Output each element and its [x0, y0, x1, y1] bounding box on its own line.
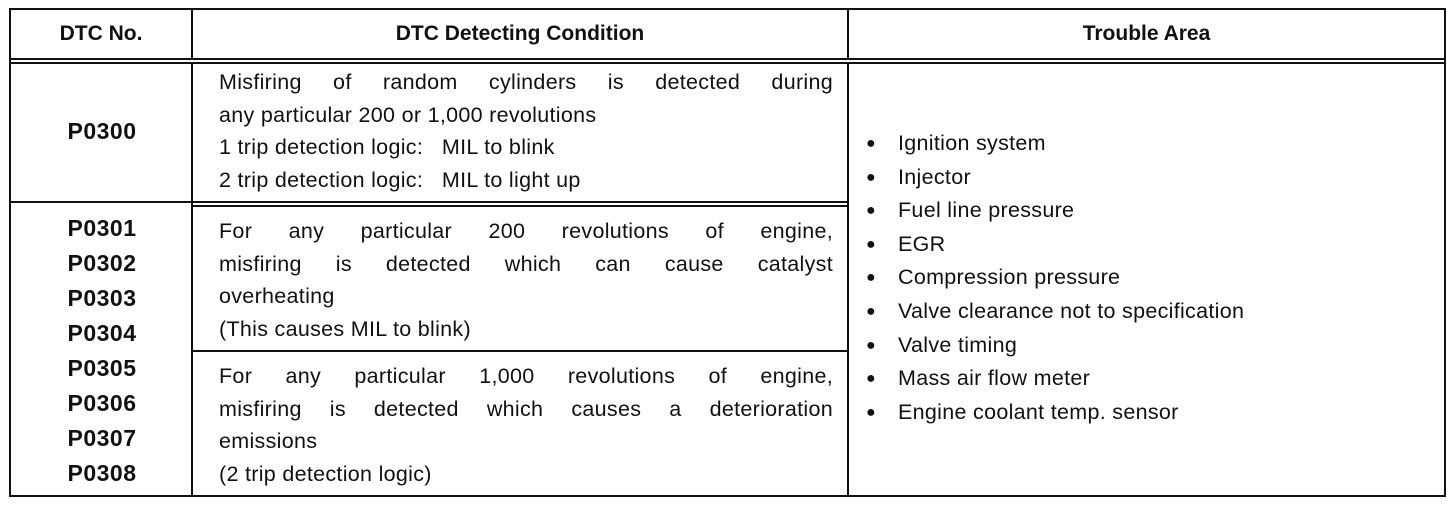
- trouble-area-item: ● Valve clearance not to specification: [866, 295, 1244, 329]
- bullet-icon: ●: [866, 370, 876, 388]
- condition-line: (2 trip detection logic): [219, 461, 432, 486]
- row-divider-1: [11, 201, 849, 203]
- header-divider: [11, 58, 1444, 64]
- row-divider-2: [193, 350, 849, 352]
- dtc-code: P0307: [67, 425, 137, 451]
- condition-line: 1 trip detection logic: MIL to blink: [219, 135, 555, 159]
- trouble-area-item: ● Compression pressure: [866, 261, 1244, 295]
- condition-line: any particular 200 or 1,000 revolutions: [219, 102, 597, 127]
- dtc-code: P0302: [67, 250, 137, 276]
- dtc-code: P0304: [67, 320, 137, 346]
- condition-line: emissions: [219, 429, 318, 453]
- trouble-area-item: ● Injector: [866, 161, 1244, 195]
- bullet-icon: ●: [866, 202, 876, 220]
- trouble-area-item: ● Engine coolant temp. sensor: [866, 396, 1244, 430]
- bullet-icon: ●: [866, 302, 876, 320]
- condition-line: Misfiring of random cylinders is detected during: [219, 70, 833, 94]
- dtc-code: P0306: [67, 390, 137, 416]
- bullet-icon: ●: [866, 336, 876, 354]
- bullet-icon: ●: [866, 235, 876, 253]
- condition-line: For any particular 1,000 revolutions of engine,: [219, 364, 833, 388]
- row-divider-1b: [193, 205, 849, 207]
- dtc-code: P0305: [67, 355, 137, 381]
- dtc-code: P0303: [67, 285, 137, 311]
- column-divider-2: [847, 64, 849, 495]
- dtc-code: P0301: [67, 215, 137, 241]
- bullet-icon: ●: [866, 168, 876, 186]
- bullet-icon: ●: [866, 403, 876, 421]
- header-dtc-no: DTC No.: [11, 10, 193, 58]
- trouble-area-item: ● EGR: [866, 228, 1244, 262]
- header-detecting-condition: DTC Detecting Condition: [193, 10, 849, 58]
- condition-line: overheating: [219, 284, 335, 308]
- condition-line: misfiring is detected which causes a deterioration: [219, 396, 833, 421]
- trouble-area-list: [866, 127, 1244, 429]
- dtc-code: P0308: [67, 460, 137, 486]
- trouble-area-item: ● Mass air flow meter: [866, 362, 1244, 396]
- condition-random-misfire: [219, 66, 833, 196]
- condition-line: (This causes MIL to blink): [219, 316, 471, 341]
- condition-line: misfiring is detected which can cause catalyst: [219, 251, 833, 276]
- trouble-area-item: ● Fuel line pressure: [866, 194, 1244, 228]
- dtc-code-p0300: P0300: [67, 118, 137, 144]
- dtc-code-list: [11, 211, 193, 491]
- bullet-icon: ●: [866, 135, 876, 152]
- bullet-icon: ●: [866, 269, 876, 287]
- condition-line: For any particular 200 revolutions of engine,: [219, 219, 833, 243]
- condition-200-revolutions: [219, 215, 833, 345]
- condition-line: 2 trip detection logic: MIL to light up: [219, 167, 581, 192]
- trouble-area-item: ● Valve timing: [866, 329, 1244, 363]
- trouble-area-item: ● Ignition system: [866, 127, 1244, 161]
- header-trouble-area: Trouble Area: [1082, 22, 1211, 45]
- condition-1000-revolutions: [219, 360, 833, 490]
